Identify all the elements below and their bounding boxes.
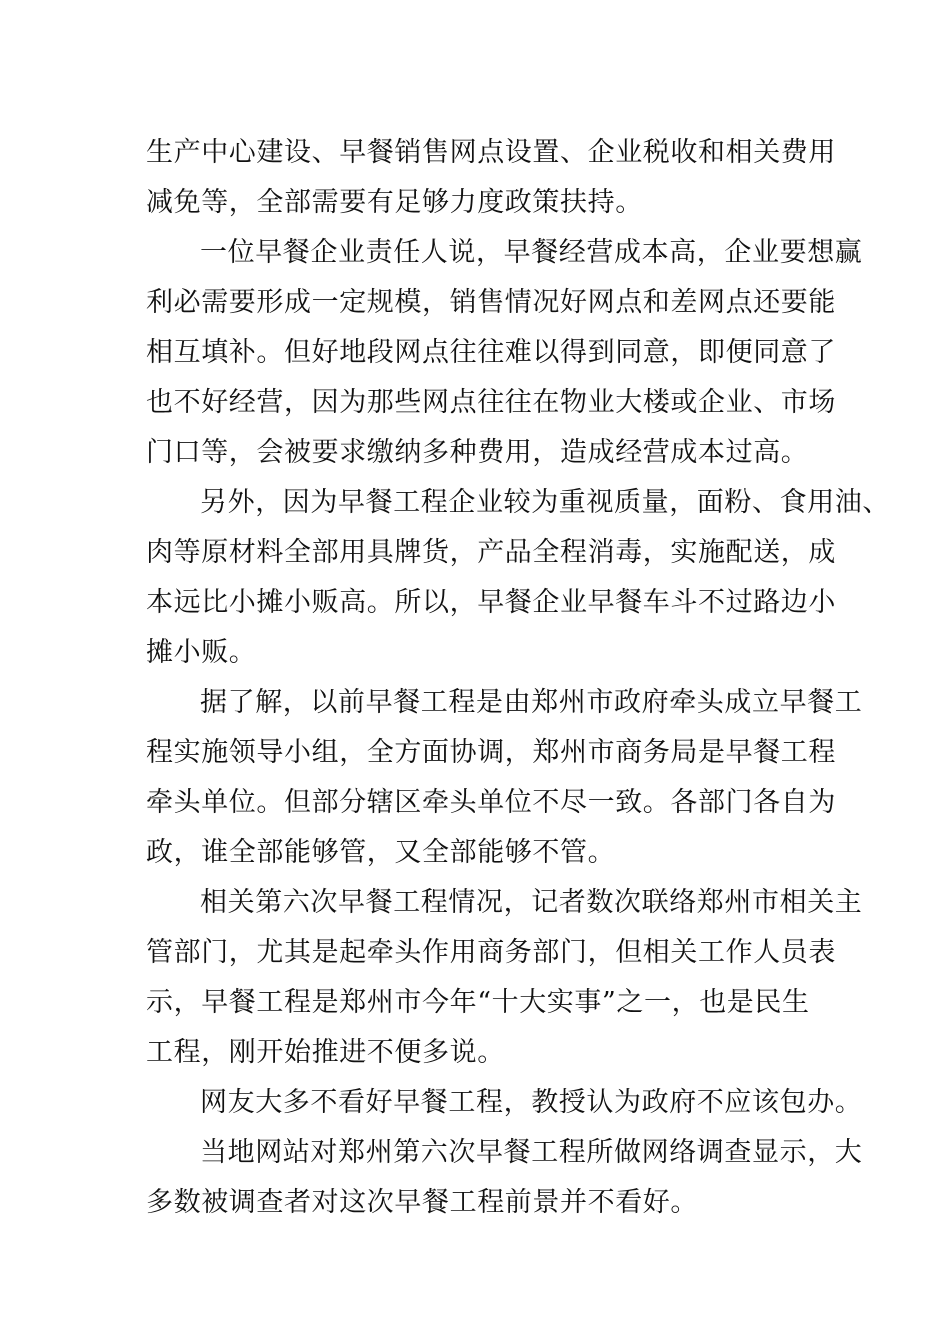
paragraph [146, 228, 863, 478]
text-line: 摊小贩。 [146, 637, 257, 668]
text-line: 管部门，尤其是起牵头作用商务部门，但相关工作人员表 [146, 937, 836, 968]
text-line: 减免等，全部需要有足够力度政策扶持。 [146, 187, 643, 218]
paragraph [146, 1078, 863, 1128]
text-line: 相关第六次早餐工程情况，记者数次联络郑州市相关主 [200, 887, 863, 918]
text-line: 当地网站对郑州第六次早餐工程所做网络调查显示，大 [200, 1137, 863, 1168]
text-line: 本远比小摊小贩高。所以，早餐企业早餐车斗不过路边小 [146, 587, 836, 618]
paragraph [146, 1128, 863, 1228]
text-line: 牵头单位。但部分辖区牵头单位不尽一致。各部门各自为 [146, 787, 836, 818]
text-line: 门口等，会被要求缴纳多种费用，造成经营成本过高。 [146, 437, 809, 468]
text-line: 多数被调查者对这次早餐工程前景并不看好。 [146, 1187, 698, 1218]
text-line: 利必需要形成一定规模，销售情况好网点和差网点还要能 [146, 287, 836, 318]
text-line: 工程，刚开始推进不便多说。 [146, 1037, 505, 1068]
text-line: 也不好经营，因为那些网点往往在物业大楼或企业、市场 [146, 387, 836, 418]
text-line: 程实施领导小组，全方面协调，郑州市商务局是早餐工程 [146, 737, 836, 768]
body-text [146, 128, 890, 1228]
text-line: 据了解，以前早餐工程是由郑州市政府牵头成立早餐工 [200, 687, 863, 718]
text-line: 肉等原材料全部用具牌货，产品全程消毒，实施配送，成 [146, 537, 836, 568]
text-line: 示，早餐工程是郑州市今年“十大实事”之一，也是民生 [146, 987, 810, 1018]
paragraph [146, 878, 863, 1078]
paragraph [146, 128, 836, 228]
text-line: 一位早餐企业责任人说，早餐经营成本高，企业要想赢 [200, 237, 863, 268]
text-line: 生产中心建设、早餐销售网点设置、企业税收和相关费用 [146, 137, 836, 168]
text-line: 政，谁全部能够管，又全部能够不管。 [146, 837, 616, 868]
paragraph [146, 678, 863, 878]
text-line: 相互填补。但好地段网点往往难以得到同意，即便同意了 [146, 337, 836, 368]
paragraph [146, 478, 890, 678]
text-line: 另外，因为早餐工程企业较为重视质量，面粉、食用油、 [200, 487, 890, 518]
text-line: 网友大多不看好早餐工程，教授认为政府不应该包办。 [200, 1087, 863, 1118]
